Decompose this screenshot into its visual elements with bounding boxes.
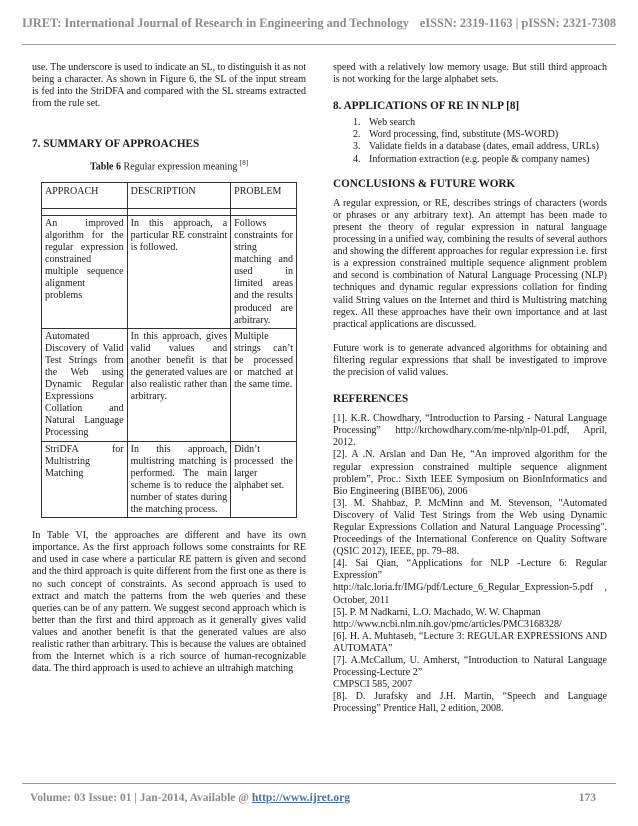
reference-item: [8]. D. Jurafsky and J.H. Martin, “Speech and Language Processing” Prentice Hall, 2 edition, 2008. [333,691,607,715]
footer-prefix: Volume: 03 Issue: 01 | Jan-2014, Available @ [30,792,252,804]
table-row [42,441,297,518]
reference-item: [3]. M. Shahbaz, P. McMinn and M. Stevenson, "Automated Discovery of Valid Test Strings from the Web using Dynamic Regular Expressions Collation and Natural Language Processing". Proceedings of the International Conference on Quality Software (QSIC 2012), IEEE, pp. 79–88. [333,497,607,558]
table-caption-ref: [8] [239,159,249,168]
header-description: DESCRIPTION [127,182,231,208]
table-cell-approach: StriDFA for Multistring Matching [42,441,128,518]
reference-item: [5]. P. M Nadkarni, L.O. Machado, W. W. Chapman [333,606,541,618]
future-work-paragraph: Future work is to generate advanced algorithms for obtaining and filtering regular expressions that shall be investigated to improve the precision of valid values. [333,342,607,378]
table-cell-problem: Didn’t processed the larger alphabet set. [231,441,297,518]
table-caption-label: Table 6 [89,161,121,173]
footer-rule [22,783,616,784]
table-caption-text: Regular expression meaning [123,161,238,173]
running-header [22,10,616,36]
reference-item: [2]. A .N. Arslan and Dan He, “An improved algorithm for the regular expression constrained multiple sequence alignment problem”, Proc.: Sixth IEEE Symposium on BionInformatics and Bio Engineering (BIBE'06), 2006 [333,449,607,497]
list-item: 2. Word processing, find, substitute (MS-WORD) [363,129,607,141]
table-cell-description: In this approach, gives valid values and another benefit is that the generated values are also realistic rather than arbitrary. [127,328,231,441]
table-cell-approach: An improved algorithm for the regular expression constrained multiple sequence alignment problems [42,215,128,328]
reference-item: [6]. H. A. Muhtaseb, “Lecture 3: REGULAR EXPRESSIONS AND AUTOMATA” [333,630,607,654]
left-column [32,62,306,675]
table-header-row [42,182,297,208]
table-cell-problem: Multiple strings can’t be processed or matched at the same time. [231,328,297,441]
applications-list [333,117,607,165]
reference-item: CMPSCI 585, 2007 [333,679,413,691]
table-cell-description: In this approach, multistring matching is performed. The main scheme is to reduce the number of states during the matching process. [127,441,231,518]
list-item: 3. Validate fields in a database (dates, email address, URLs) [363,141,607,153]
page-number: 173 [578,792,596,804]
list-item: 4. Information extraction (e.g. people & company names) [363,154,607,166]
issn-info: eISSN: 2319-1163 | pISSN: 2321-7308 [419,15,616,30]
right-column [333,62,607,716]
reference-item: http://www.ncbi.nlm.nih.gov/pmc/articles/PMC3168328/ [333,618,562,630]
table-spacer-row [42,208,297,215]
table-cell-description: In this approach, a particular RE constraint is followed. [127,215,231,328]
reference-item: [7]. A.McCallum, U. Amherst, “Introduction to Natural Language Processing-Lecture 2” [333,655,607,679]
table-caption [32,157,306,173]
running-footer [30,792,596,810]
references-list [333,413,607,715]
approaches-table [41,182,297,518]
list-item: 1. Web search [363,117,607,129]
reference-item: [4]. Sai Qian, “Applications for NLP -Lecture 6: Regular Expression” [333,558,607,582]
journal-link[interactable]: http://www.ijret.org [251,792,351,804]
header-rule [22,44,616,45]
table-row [42,328,297,441]
table-row [42,215,297,328]
section-8-heading: 8. APPLICATIONS OF RE IN NLP [8] [333,100,520,113]
reference-item: [1]. K.R. Chowdhary, “Introduction to Parsing - Natural Language Processing” http://krchowdhary.com/me-nlp/nlp-01.pdf, April, 2012. [333,413,607,449]
section-7-heading: 7. SUMMARY OF APPROACHES [32,138,200,151]
header-approach: APPROACH [42,182,128,208]
journal-name: IJRET: International Journal of Research in Engineering and Technology [22,15,409,30]
reference-item: http://talc.loria.fr/IMG/pdf/Lecture_6_Regular_Expression-5.pdf , October, 2011 [333,582,607,606]
conclusions-heading: CONCLUSIONS & FUTURE WORK [333,177,516,190]
header-problem: PROBLEM [231,182,297,208]
continuation-paragraph: speed with a relatively low memory usage. But still third approach is not working for the large alphabet sets. [333,62,607,86]
table-cell-problem: Follows constraints for string matching and used in limited areas and the results produced are arbitrary. [231,215,297,328]
footer-volume-info [30,792,350,810]
references-heading: REFERENCES [333,393,409,406]
discussion-paragraph: In Table VI, the approaches are different and have its own importance. As the first approach follows some constraints for RE and used in case where a particular RE pattern is given and second and the third approach is quite different from the first one as there is no such concept of constraints. As second approach is used to extract and match the patterns from the web queries and these queries can be of any pattern. We suggest second approach which is better than the first and third approach as it generally gives valid values and another benefit is that the generated values are also realistic rather than arbitrary. This is because the values are obtained from the Internet which is a rich source of human-recognizable data. The third approach is used to achieve an ultrahigh matching [32,530,306,675]
intro-paragraph: use. The underscore is used to indicate an SL, to distinguish it as not being a character. As shown in Figure 6, the SL of the input stream is fed into the StriDFA and compared with the SL streams extracted from the rule set. [32,62,306,110]
table-cell-approach: Automated Discovery of Valid Test Strings from the Web using Dynamic Regular Expressions Collation and Natural Language Processing [42,328,128,441]
conclusions-paragraph: A regular expression, or RE, describes strings of characters (words or phrases or any arbitrary text). An attempt has been made to present the theory of regular expression in natural language processing in a unified way, combining the results of several authors and showing the different approaches for regular expression i.e. first is a expression constrained multiple sequence alignment problem and second is combination of Natural Language Processing (NLP) techniques and dynamic regular expressions collation for finding valid String values on the Internet and third is Multistring matching regex. All these approaches have their own importance and at last practical applications are discussed. [333,197,608,330]
